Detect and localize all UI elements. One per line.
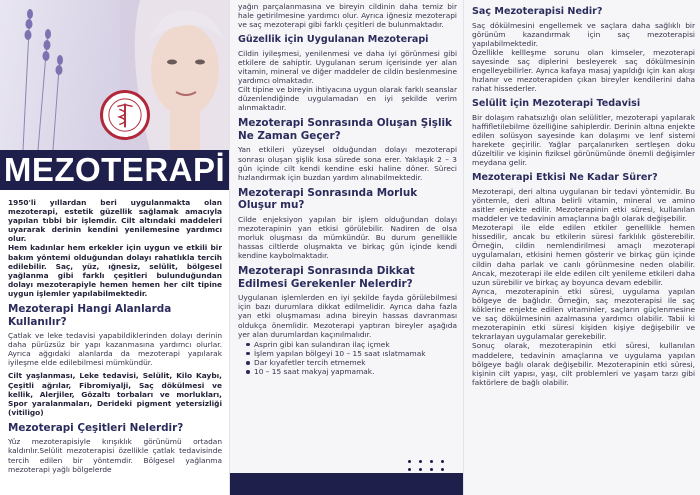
uses-paragraph: Çatlak ve leke tedavisi yapabildiklerinden dolayı derinin daha pürüzsüz bir yapı kazanmasına yardımcı olurlar. Ayrıca ağgıdaki alanlarda da mezoterapi yapılarak iyileşme elde edilebilmesi mümkündür. <box>8 331 222 368</box>
intro-paragraph-2: Hem kadınlar hem erkekler için uygun ve etkili bir bakım yöntemi olduğundan dolayı rahatlıkla tercih edilebilir. Saç, yüz, ığnesiz, selülit, bölgesel yağlanma gibi farklı çeşitleri bulunduğundan dolayı mezoterapiyle hemen hemen her cilt tipine uygun işlemler yapılabilmektedir. <box>8 243 222 298</box>
hair-paragraph-2: Özellikle kellleşme sorunu olan kimseler, mezoterapi sayesinde saç diplerini besleyerek saç dökülmesinin engelleyebilirler. Ayrıca kafaya masaj yapıldığı için kan akışı hızlanır ve mezoterapiden çıkan bireyler kendilerini daha rahat hissederler. <box>472 47 695 94</box>
hero-photo <box>0 0 229 150</box>
bottom-bar <box>230 473 463 495</box>
aftercare-list <box>238 340 457 377</box>
lavender-illustration <box>8 0 78 150</box>
intro-paragraph: 1950'li yıllardan beri uygulanmakta olan mezoterapi, estetik güzellik sağlamak amacıyla yapılan tıbbi bir işlemdir. Cilt altındaki maddeleri uyararak derinin kendini yenilemesine yardımcı olur. <box>8 198 222 244</box>
beauty-paragraph: Cildin iyileşmesi, yenilenmesi ve daha iyi görünmesi gibi etkilere de sahiptir. Uygulanan serum içerisinde yer alan vitamin, mineral ve diğer maddeler de cildin beslenmesine yardımcı olmaktadır. <box>238 48 457 86</box>
duration-paragraph: Mezoterapi, deri altına uygulanan bir tedavi yöntemidir. Bu yöntemle, deri altına belirli vitamin, mineral ve amino asitler enjekte edilir. Mezoterapinin etki süresi, kullanılan maddeler ve tedavinin amaçlarına bağlı olarak değişebilir. <box>472 186 695 224</box>
duration-paragraph-2: Mezoterapi ile elde edilen etkiler genellikle hemen hissedilir, ancak bu etkilerin süresi farklılık gösterebilir. Örneğin, cildin nemlendirilmesi amaçlı mezoterapi uygulamaları, etkisini hemen gösterir ve birkaç gün içinde cildin daha parlak ve canlı görünmesine neden olabilir. Ancak, mezoterapi ile elde edilen cilt yenileme etkileri daha uzun sürebilir ve birkaç ay boyunca devam edebilir. <box>472 223 695 287</box>
panel-middle <box>229 0 463 495</box>
panel-left-content <box>8 198 222 474</box>
swelling-paragraph: Yan etkileri yüzeysel olduğundan dolayı mezoterapi sonrası oluşan şişlik kısa sürede sona erer. Yaklaşık 2 – 3 gün içinde cilt kendi kendine eski haline döner. Süreci hızlandırmak için buzdan yardım alınabilmektedir. <box>238 145 457 182</box>
section-heading-swelling: Mezoterapi Sonrasında Oluşan Şişlik Ne Zaman Geçer? <box>238 117 452 142</box>
section-heading-bruising: Mezoterapi Sonrasında Morluk Oluşur mu? <box>238 186 418 212</box>
caduceus-icon <box>106 96 144 134</box>
uses-list: Cilt yaşlanması, Leke tedavisi, Selülit, Kilo Kaybı, Çeşitli ağrılar, Fibromiyalji, Saç dökülmesi ve kellik, Alerjiler, Gözaltı torbaları ve morlukları, Spor yaralanmaları, Derideki pigment yetersizliği (vitiligo) <box>8 371 222 417</box>
panel-middle-content <box>238 2 457 377</box>
hair-paragraph: Saç dökülmesini engellemek ve saçlara daha sağlıklı bir görünüm kazandırmak için saç mezoterapisi yapılabilmektedir. <box>472 20 695 48</box>
title-banner <box>0 150 229 190</box>
continuation-paragraph: yağın parçalanmasına ve bireyin cildinin daha temiz bir hale getirilmesine yardımcı olur. Ayrıca iğnesiz mezoterapi ve saç mezoterapi gibi farklı çeşitleri de bulunmaktadır. <box>238 2 457 30</box>
section-heading-duration: Mezoterapi Etkisi Ne Kadar Sürer? <box>472 172 658 184</box>
list-item: Asprin gibi kan sulandıran ilaç içmek <box>254 340 457 349</box>
section-heading-hair: Saç Mezoterapisi Nedir? <box>472 6 603 17</box>
panel-right <box>463 0 700 495</box>
beauty-paragraph-2: Cilt tipine ve bireyin ihtiyacına uygun olarak farklı seanslar düzenlendiğinde uygulamadan en iyi şekilde verim alınmaktadır. <box>238 85 457 113</box>
section-heading-beauty: Güzellik için Uygulanan Mezoterapi <box>238 34 429 46</box>
section-heading-uses: Mezoterapi Hangi Alanlarda Kullanılır? <box>8 303 172 328</box>
duration-paragraph-4: Sonuç olarak, mezoterapinin etki süresi, kullanılan maddelere, tedavinin amaçlarına ve uygulama yapılan bölgeye bağlı olarak değişebilir. Mezoterapinin etki süresi, kişinin cilt yapısı, yaşı, cilt problemleri ve yaşam tarzı gibi faktörlere de bağlı olabilir. <box>472 341 695 387</box>
panel-right-content <box>472 4 695 387</box>
section-heading-cellulite: Selülit için Mezoterapi Tedavisi <box>472 98 641 110</box>
list-item: Dar kıyafetler tercih etmemek <box>254 358 457 367</box>
list-item: 10 – 15 saat makyaj yapmamak. <box>254 367 457 376</box>
section-heading-types: Mezoterapi Çeşitleri Nelerdir? <box>8 421 184 434</box>
types-paragraph: Yüz mezoterapisiyle kırışıklık görünümü ortadan kaldırılır.Selülit mezoterapisi özellikle çatlak tedavisinde tercih edilen bir yöntemdir. Bölgesel yağlanma mezoterapi yağlı bölgelerde <box>8 437 222 474</box>
panel-left <box>0 0 229 495</box>
bruising-paragraph: Cilde enjeksiyon yapılan bir işlem olduğundan dolayı mezoterapinin yan etkisi görülebilir. Nadiren de olsa morluk oluşması da mümkündür. Bu durum genellikle hassas ciltlerde oluşmakta ve birkaç gün içinde kendi kendine kaybolmaktadır. <box>238 214 457 261</box>
medical-seal-logo <box>100 90 150 140</box>
aftercare-paragraph: Uygulanan işlemlerden en iyi şekilde fayda görülebilmesi için bazı durumlara dikkat edilmelidir. Ayrıca daha fazla yan etki oluşmaması adına bireyin hassas davranması oldukça önemlidir. Mezoterapi yaptıran bireyler aşağıda yer alan durumlardan kaçınılmalıdır. <box>238 293 457 339</box>
duration-paragraph-3: Ayrıca, mezoterapinin etki süresi, uygulama yapılan bölgeye de bağlıdır. Örneğin, saç mezoterapisi ile saç köklerine enjekte edilen vitaminler, saçların güçlenmesine ve saç dökülmesinin azalmasına yardımcı olabilir. Tabii ki mezoterapinin etki süresi kişiden kişiye değişebilir ve tekrarlayan uygulamalar gerekebilir. <box>472 286 695 342</box>
page-title: MEZOTERAPİ <box>3 151 226 188</box>
list-item: İşlem yapılan bölgeyi 10 – 15 saat ıslatmamak <box>254 349 457 358</box>
section-heading-aftercare: Mezoterapi Sonrasında Dikkat Edilmesi Gerekenler Nelerdir? <box>238 265 415 290</box>
cellulite-paragraph: Bir dolaşım rahatsızlığı olan selülitler, mezoterapi yapılarak haffifletilebilme özelliğine sahiplerdir. Derinin altına enjekte edilen solüsyon sayesinde kan dolaşımı ve lenf sistemi harekete geçirilir. Yağlar parçalanırken sertleşen doku düzeltilir ve kişinin fiziksel görünümünde önemli değişimler meydana gelir. <box>472 112 695 168</box>
